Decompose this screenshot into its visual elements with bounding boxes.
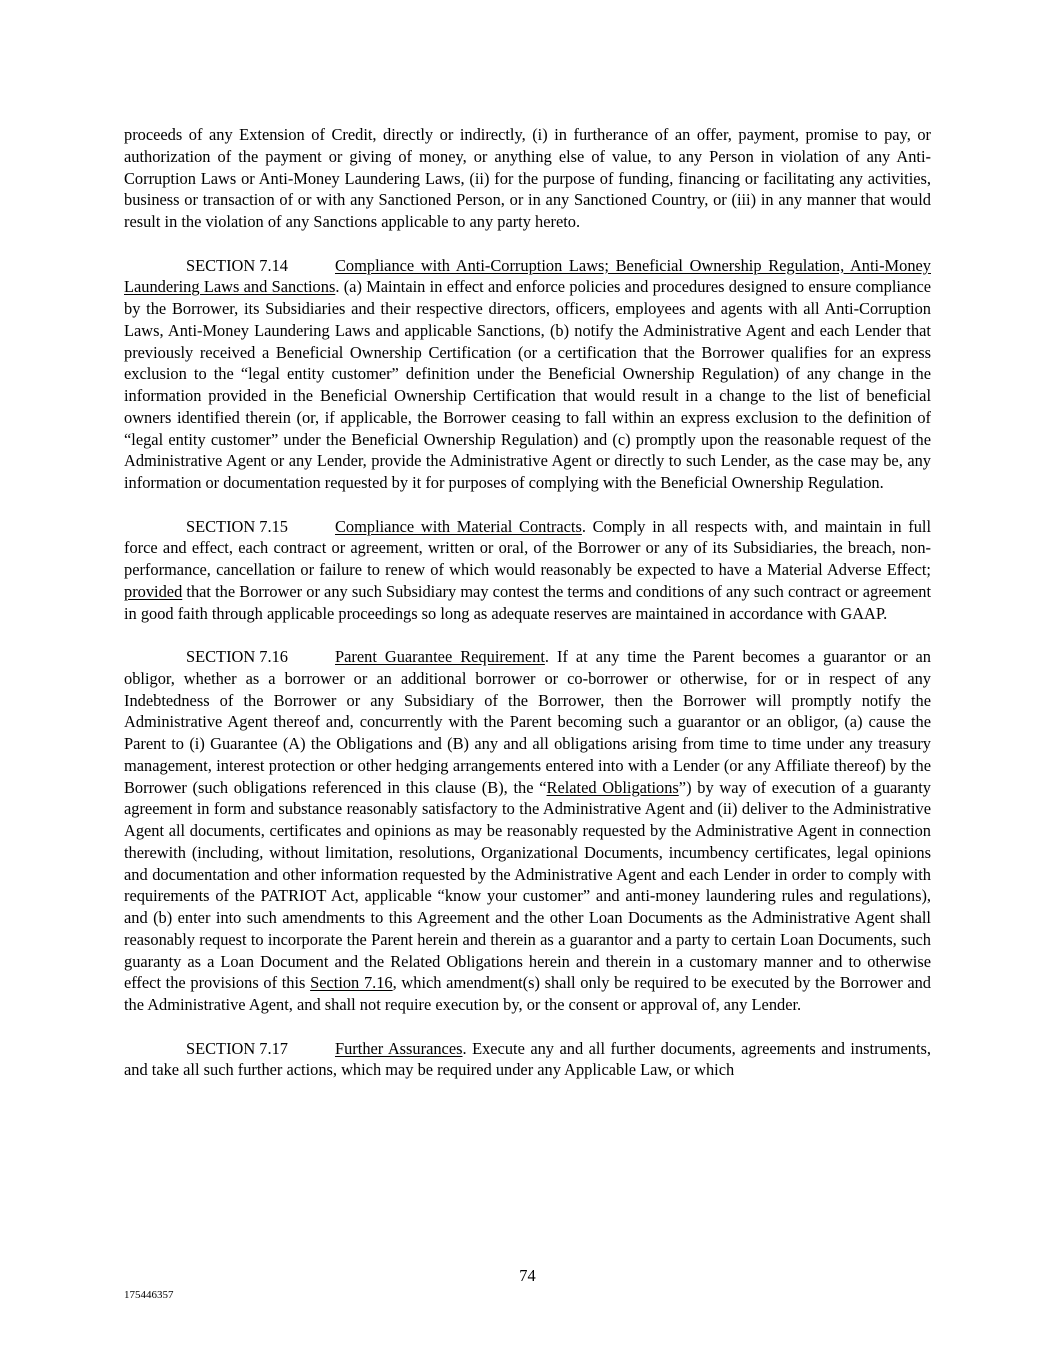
section-heading: Compliance with Anti-Corruption Laws; Beneficial Ownership Regulation, Anti-Money Laundering Laws and Sanctions xyxy=(124,255,931,297)
section-body-cont: that the Borrower or any such Subsidiary may contest the terms and conditions of any such contract or agreement in good faith through applicable proceedings so long as adequate reserves are maintained in accordance with GAAP. xyxy=(124,581,931,623)
intro-paragraph xyxy=(124,124,931,233)
section-number: SECTION 7.14 xyxy=(186,255,288,275)
section-body: . Execute any and all further documents, agreements and instruments, and take all such further actions, which may be required under any Applicable Law, or which xyxy=(124,1038,932,1080)
section-body: . If at any time the Parent becomes a guarantor or an obligor, whether as a borrower or an additional borrower or co-borrower or otherwise, for or in respect of any Indebtedness of the Borrower or any Subsidiary of the Borrower, then the Borrower will promptly notify the Administrative Agent thereof and, concurrently with the Parent becoming such a guarantor or an obligor, (a) cause the Parent to (i) Guarantee (A) the Obligations and (B) any and all obligations arising from time to time under any treasury management, interest protection or other hedging arrangements entered into with a Lender (or any Affiliate thereof) by the Borrower (such obligations referenced in this clause (B), the “ xyxy=(124,647,932,797)
section-number: SECTION 7.16 xyxy=(186,647,288,666)
section-7-16 xyxy=(124,646,931,1016)
section-body: . (a) Maintain in effect and enforce policies and procedures designed to ensure compliance by the Borrower, its Subsidiaries and their respective directors, officers, employees and agents with all Anti-Corruption Laws, Anti-Money Laundering Laws and applicable Sanctions, (b) notify the Administrative Agent and each Lender that previously received a Beneficial Ownership Certification (or a certification that the Borrower qualifies for an express exclusion to the “legal entity customer” definition under the Beneficial Ownership Regulation) of any change in the information provided in the Beneficial Ownership Certification that would result in a change to the list of beneficial owners identified therein (or, if applicable, the Borrower ceasing to fall within an express exclusion to the definition of “legal entity customer” under the Beneficial Ownership Regulation) and (c) promptly upon the reasonable request of the Administrative Agent or any Lender, provide the Administrative Agent or directly to such Lender, as the case may be, any information or documentation requested by it for purposes of complying with the Beneficial Ownership Regulation. xyxy=(124,277,931,492)
section-heading: Compliance with Material Contracts xyxy=(335,516,582,536)
section-body: . Comply in all respects with, and maintain in full force and effect, each contract or agreement, written or oral, of the Borrower or any of its Subsidiaries, the breach, non-performance, cancellation or failure to renew of which would reasonably be expected to have a Material Adverse Effect; xyxy=(124,516,932,579)
section-heading: Parent Guarantee Requirement xyxy=(335,647,545,666)
document-body xyxy=(124,124,931,1103)
section-number: SECTION 7.15 xyxy=(186,516,288,536)
section-body-end: , which amendment(s) shall only be required to be executed by the Borrower and the Administrative Agent, and shall not require execution by, or the consent or approval of, any Lender. xyxy=(124,973,931,1014)
page-number: 74 xyxy=(519,1266,536,1285)
section-number: SECTION 7.17 xyxy=(186,1038,288,1058)
section-7-17 xyxy=(124,1038,931,1082)
section-heading: Further Assurances xyxy=(335,1038,463,1058)
intro-text: proceeds of any Extension of Credit, directly or indirectly, (i) in furtherance of an offer, payment, promise to pay, or authorization of the payment or giving of money, or anything else of value, to any Person in violation of any Anti-Corruption Laws or Anti-Money Laundering Laws, (ii) for the purpose of funding, financing or facilitating any activities, business or transaction of or with any Sanctioned Person, or in any Sanctioned Country, or (iii) in any manner that would result in the violation of any Sanctions applicable to any party hereto. xyxy=(124,125,931,231)
defined-term: Related Obligations xyxy=(546,777,679,797)
section-body-cont: ”) by way of execution of a guaranty agreement in form and substance reasonably satisfactory to the Administrative Agent and (ii) deliver to the Administrative Agent all documents, certificates and opinions as may be reasonably requested by the Administrative Agent in connection therewith (including, without limitation, resolutions, Organizational Documents, incumbency certificates, legal opinions and documentation and other information requested by the Administrative Agent and each Lender in order to comply with requirements of the PATRIOT Act, applicable “know your customer” and anti-money laundering rules and regulations), and (b) enter into such amendments to this Agreement and the other Loan Documents as the Administrative Agent shall reasonably request to incorporate the Parent herein and therein as a guarantor and a party to certain Loan Documents, such guaranty as a Loan Document and the Related Obligations herein and therein in a customary manner and to otherwise effect the provisions of this xyxy=(124,777,931,993)
provided-term: provided xyxy=(124,581,183,601)
section-7-15 xyxy=(124,516,931,625)
cross-reference: Section 7.16 xyxy=(310,973,393,993)
document-id: 175446357 xyxy=(124,1289,174,1301)
section-7-14 xyxy=(124,255,931,494)
